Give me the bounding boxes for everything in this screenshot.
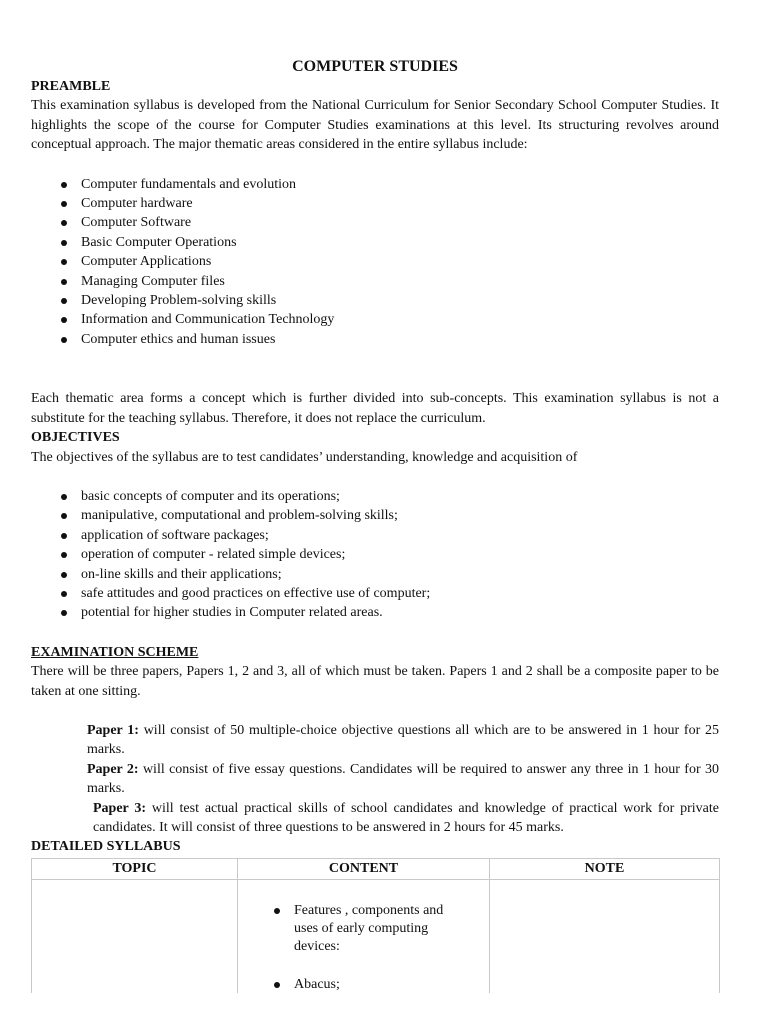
table-header-row (32, 859, 720, 880)
paper-label: Paper 1: (87, 722, 139, 738)
paper-text: will consist of five essay questions. Candidates will be required to answer any three in 1 hour for 30 marks. (87, 761, 719, 797)
list-item: Computer Software (61, 213, 719, 232)
list-item: manipulative, computational and problem-solving skills; (61, 506, 719, 525)
papers-section (31, 721, 719, 837)
paper-label: Paper 3: (93, 800, 147, 816)
preamble-heading: PREAMBLE (31, 79, 111, 94)
list-item: Developing Problem-solving skills (61, 291, 719, 310)
column-header-topic: TOPIC (32, 859, 238, 880)
list-item: Computer hardware (61, 194, 719, 213)
list-item: potential for higher studies in Computer related areas. (61, 603, 719, 622)
list-item: Computer Applications (61, 252, 719, 271)
page-bottom-margin (0, 993, 768, 1024)
detailed-syllabus-heading: DETAILED SYLLABUS (31, 839, 181, 855)
list-item: Computer fundamentals and evolution (61, 175, 719, 194)
paper-3-description (93, 799, 719, 838)
list-item: Information and Communication Technology (61, 310, 719, 329)
objectives-intro: The objectives of the syllabus are to test candidates’ understanding, knowledge and acquisition of (31, 449, 578, 465)
list-item: Features , components and uses of early computing devices: (274, 902, 469, 956)
paper-text: will consist of 50 multiple-choice objective questions all which are to be answered in 1 hour for 25 marks. (87, 722, 719, 758)
paper-2-description (87, 760, 719, 799)
examination-scheme-intro: There will be three papers, Papers 1, 2 and 3, all of which must be taken. Papers 1 and 2 shall be a composite paper to be taken at one sitting. (31, 664, 719, 699)
examination-scheme-heading: EXAMINATION SCHEME (31, 644, 199, 660)
paper-1-description (87, 721, 719, 760)
content-list (238, 902, 489, 994)
paper-text: will test actual practical skills of school candidates and knowledge of practical work for private candidates. It will consist of three questions to be answered in 2 hours for 45 marks. (93, 800, 719, 835)
list-item: on-line skills and their applications; (61, 565, 719, 584)
column-header-note: NOTE (490, 859, 720, 880)
objectives-heading: OBJECTIVES (31, 430, 120, 446)
list-item: Managing Computer files (61, 272, 719, 291)
list-item: application of software packages; (61, 526, 719, 545)
document-body (31, 57, 719, 857)
list-item: Basic Computer Operations (61, 233, 719, 252)
list-item: operation of computer - related simple devices; (61, 545, 719, 564)
document-title: COMPUTER STUDIES (292, 58, 458, 75)
list-item: Abacus; (274, 976, 469, 994)
list-item: basic concepts of computer and its operations; (61, 487, 719, 506)
list-item: Computer ethics and human issues (61, 330, 719, 349)
preamble-text: This examination syllabus is developed from the National Curriculum for Senior Secondary School Computer Studies. It highlights the scope of the course for Computer Studies examinations at this level. Its structuring revolves around conceptual approach. The major thematic areas considered in the entire syllabus include: (31, 98, 719, 153)
thematic-areas-list (31, 175, 719, 350)
list-item: safe attitudes and good practices on effective use of computer; (61, 584, 719, 603)
column-header-content: CONTENT (238, 859, 490, 880)
objectives-list (31, 487, 719, 623)
paper-label: Paper 2: (87, 761, 139, 777)
syllabus-table (31, 858, 720, 1015)
preamble-closing: Each thematic area forms a concept which is further divided into sub-concepts. This examination syllabus is not a substitute for the teaching syllabus. Therefore, it does not replace the curriculum. (31, 391, 719, 426)
